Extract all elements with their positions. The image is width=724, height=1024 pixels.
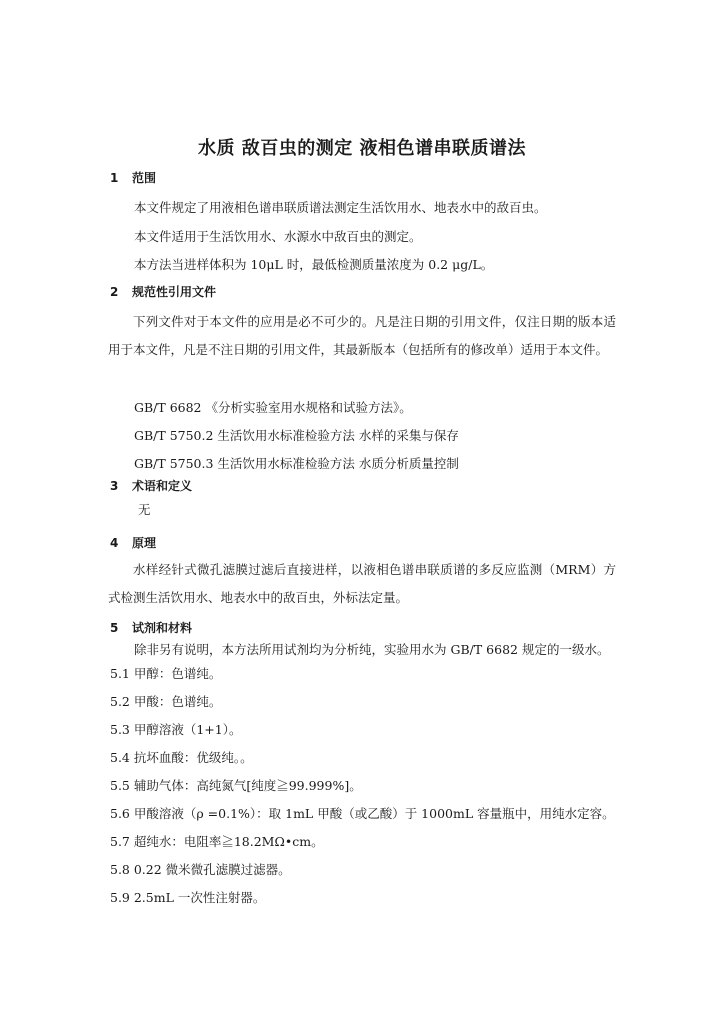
section-2-paragraph: 下列文件对于本文件的应用是必不可少的。凡是注日期的引用文件，仅注日期的版本适用于本文件，凡是不注日期的引用文件，其最新版本（包括所有的修改单）适用于本文件。 — [108, 314, 616, 357]
section-2-title: 规范性引用文件 — [132, 285, 217, 299]
section-5-number: 5 — [110, 621, 119, 635]
reagent-item-5-1: 5.1 甲醇：色谱纯。 — [110, 666, 222, 681]
section-3-heading — [110, 478, 192, 494]
reference-2: GB/T 5750.2 生活饮用水标准检验方法 水样的采集与保存 — [134, 428, 459, 443]
section-4-paragraph: 水样经针式微孔滤膜过滤后直接进样，以液相色谱串联质谱的多反应监测（MRM）方式检测生活饮用水、地表水中的敌百虫，外标法定量。 — [108, 562, 616, 605]
section-1-paragraph-1: 本文件规定了用液相色谱串联质谱法测定生活饮用水、地表水中的敌百虫。 — [134, 200, 547, 215]
reagent-item-5-4: 5.4 抗坏血酸：优级纯。。 — [110, 750, 253, 765]
section-1-paragraph-2: 本文件适用于生活饮用水、水源水中敌百虫的测定。 — [134, 229, 422, 244]
reagent-item-5-5: 5.5 辅助气体：高纯氮气[纯度≧99.999%]。 — [110, 778, 362, 793]
reagent-item-5-7: 5.7 超纯水：电阻率≧18.2MΩ•cm。 — [110, 834, 324, 849]
reference-1: GB/T 6682 《分析实验室用水规格和试验方法》。 — [134, 400, 412, 415]
section-1-title: 范围 — [132, 171, 157, 185]
section-2-heading — [110, 284, 216, 300]
section-1-number: 1 — [110, 171, 119, 185]
section-5-intro: 除非另有说明，本方法所用试剂均为分析纯，实验用水为 GB/T 6682 规定的一级水。 — [134, 642, 610, 657]
section-4-heading — [110, 535, 156, 551]
reagent-item-5-6: 5.6 甲酸溶液（ρ =0.1%）：取 1mL 甲酸（或乙酸）于 1000mL 容量瓶中，用纯水定容。 — [110, 806, 615, 821]
section-2-number: 2 — [110, 285, 119, 299]
section-3-content: 无 — [138, 502, 151, 517]
section-3-number: 3 — [110, 479, 119, 493]
section-4-title: 原理 — [132, 536, 157, 550]
section-4-number: 4 — [110, 536, 119, 550]
reagent-item-5-3: 5.3 甲醇溶液（1+1）。 — [110, 722, 242, 737]
section-1-heading — [110, 170, 156, 186]
reagent-item-5-9: 5.9 2.5mL 一次性注射器。 — [110, 890, 266, 905]
reagent-item-5-2: 5.2 甲酸：色谱纯。 — [110, 694, 222, 709]
reagent-item-5-8: 5.8 0.22 微米微孔滤膜过滤器。 — [110, 862, 291, 877]
section-3-title: 术语和定义 — [132, 479, 193, 493]
section-5-heading — [110, 620, 192, 636]
section-5-title: 试剂和材料 — [132, 621, 193, 635]
section-1-paragraph-3: 本方法当进样体积为 10μL 时，最低检测质量浓度为 0.2 μg/L。 — [134, 257, 494, 272]
document-title: 水质 敌百虫的测定 液相色谱串联质谱法 — [197, 138, 527, 159]
reference-3: GB/T 5750.3 生活饮用水标准检验方法 水质分析质量控制 — [134, 456, 459, 471]
